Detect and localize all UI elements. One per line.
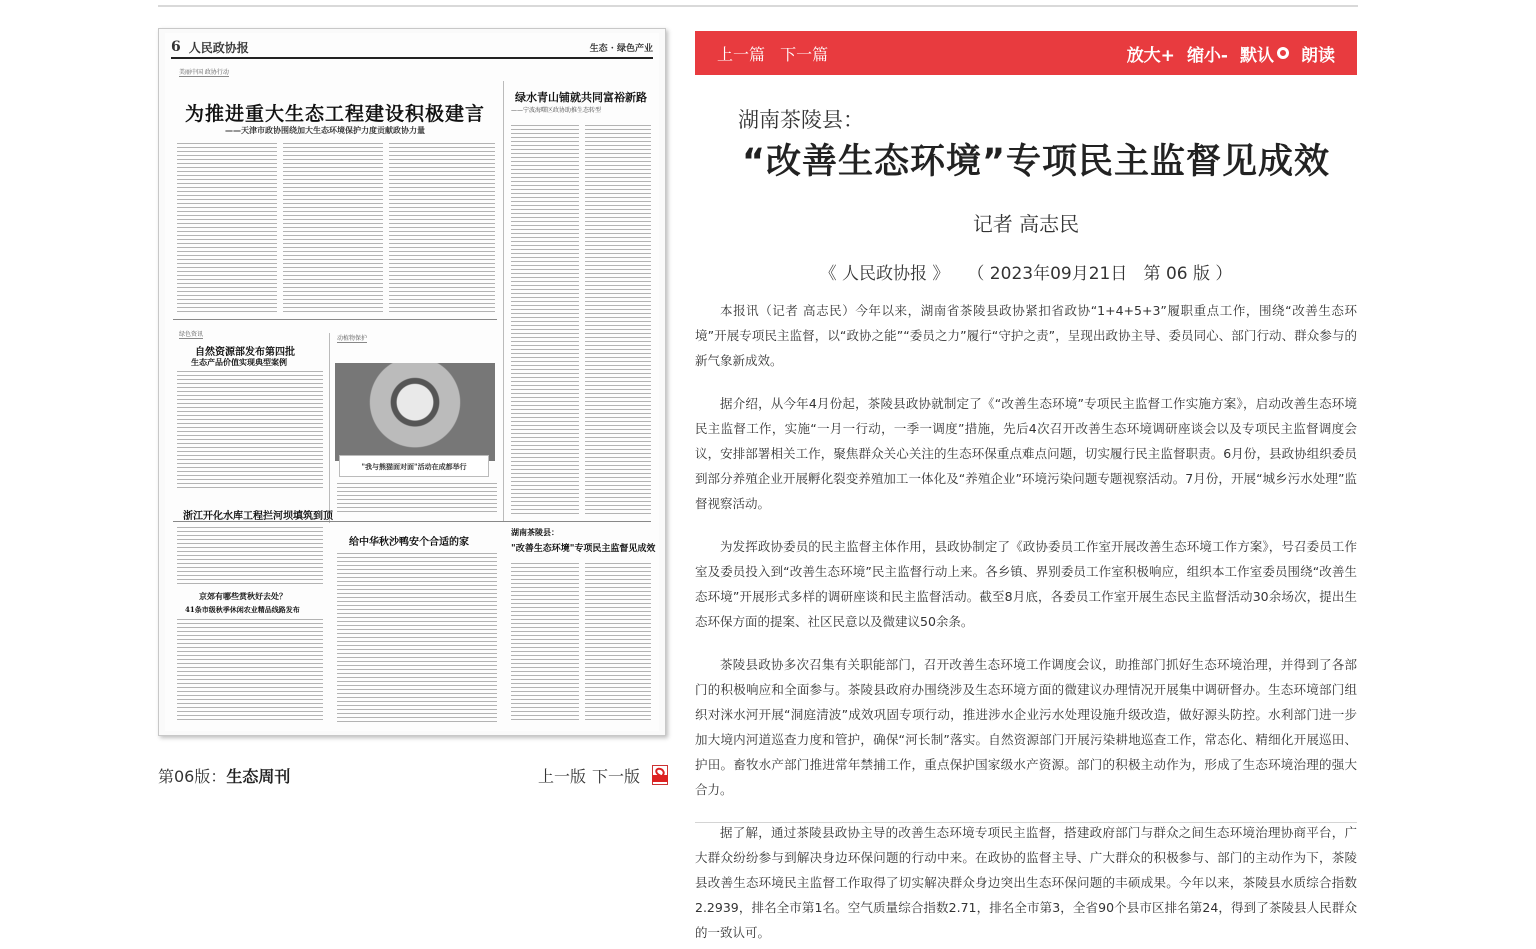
paper-text-block xyxy=(283,143,383,315)
paper-headline-side[interactable]: 绿水青山铺就共同富裕新路 xyxy=(515,91,647,104)
prev-article-link[interactable]: 上一篇 xyxy=(717,44,766,64)
paper-headline-main[interactable]: 为推进重大生态工程建设积极建言 xyxy=(185,103,486,125)
paper-headline-left2b: 生态产品价值实现典型案例 xyxy=(191,357,287,367)
article-paragraph: 据了解，通过茶陵县政协主导的改善生态环境专项民主监督，搭建政府部门与群众之间生态环境治理协商平台，广大群众纷纷参与到解决身边环保问题的行动中来。在政协的监督主导、广大群众的积极参与、部门的主动作为下，茶陵县改善生态环境民主监督工作取得了切实解决群众身边突出生态环保问题的丰硕成果。今年以来，茶陵县水质综合指数2.2939，排名全市第1名。空气质量综合指数2.71，排名全市第3，全省90个县市区排名第24，得到了茶陵县人民群众的一致认可。 xyxy=(695,825,1357,940)
article-author: 记者 高志民 xyxy=(972,212,1080,236)
pdf-icon[interactable] xyxy=(652,765,668,785)
paper-headline-side-sub: ——宁波海曙区政协助推生态转型 xyxy=(511,107,602,114)
zoom-out-button[interactable]: 缩小- xyxy=(1186,45,1228,66)
paper-text-block xyxy=(177,143,277,315)
paper-text-block xyxy=(177,371,323,491)
paper-headline-main-sub: ——天津市政协围绕加大生态环境保护力度贡献政协力量 xyxy=(225,126,425,135)
top-divider xyxy=(158,5,1358,7)
article-title: “改善生态环境”专项民主监督见成效 xyxy=(741,142,1330,182)
ring-icon xyxy=(1277,47,1289,59)
article-source xyxy=(695,259,1357,284)
newspaper-page-image[interactable] xyxy=(158,28,666,736)
edition-bar xyxy=(158,762,668,788)
paper-column-tag: 绿色资讯 xyxy=(179,331,204,338)
paper-headline-mid3[interactable]: 给中华秋沙鸭安个合适的家 xyxy=(349,537,469,548)
article-paragraph: 据介绍，从今年4月份起，茶陵县政协就制定了《“改善生态环境”专项民主监督工作实施方案》，启动改善生态环境民主监督工作，实施“一月一行动，一季一调度”措施，先后4次召开改善生态环境调研座谈会以及专项民主监督调度会议，安排部署相关工作，聚焦群众关心关注的生态环保重点难点问题，切实履行民主监督职责。6月份，县政协组织委员到部分养殖企业开展孵化裂变养殖加工一体化及“养殖企业”环境污染问题专题视察活动。7月份，开展“城乡污水处理”监督视察活动。 xyxy=(695,396,1357,511)
paper-photo-caption: "我与熊猫面对面"活动在成都举行 xyxy=(339,455,489,477)
reset-size-label: 默认 xyxy=(1240,45,1274,66)
paper-column-tag: 美丽中国 政协行动 xyxy=(179,69,229,76)
edition-name-link[interactable]: 生态周刊 xyxy=(226,766,291,786)
article-toolbar xyxy=(695,31,1357,75)
paper-masthead xyxy=(171,37,653,59)
article-pre-title: 湖南茶陵县： xyxy=(738,108,864,132)
paper-section-rule xyxy=(173,319,497,320)
paper-text-block xyxy=(585,563,651,723)
paper-headline-left2[interactable]: 自然资源部发布第四批 xyxy=(195,347,295,358)
article-paragraph: 为发挥政协委员的民主监督主体作用，县政协制定了《政协委员工作室开展改善生态环境工作方案》，号召委员工作室及委员投入到“改善生态环境”民主监督行动上来。各乡镇、界别委员工作室积极响应，组织本工作室委员围绕“改善生态环境”开展形式多样的调研座谈和民主监督活动。截至8月底，各委员工作室开展生态民主监督活动30余场次，提出生态环保方面的提案、社区民意以及微建议50余条。 xyxy=(695,539,1357,629)
paper-headline-right3b[interactable]: "改善生态环境"专项民主监督见成效 xyxy=(511,544,656,554)
paper-column-rule xyxy=(329,333,330,523)
reset-size-button[interactable] xyxy=(1240,41,1289,66)
paper-headline-right3a: 湖南茶陵县： xyxy=(511,527,559,537)
next-article-link[interactable]: 下一篇 xyxy=(780,44,829,64)
paper-text-block xyxy=(337,483,497,515)
paper-headline-left4[interactable]: 京郊有哪些赏秋好去处？ xyxy=(199,591,287,601)
article-bottom-divider xyxy=(695,822,1357,823)
paper-logo: 人民政协报 xyxy=(188,40,249,55)
paper-text-block xyxy=(511,563,579,723)
paper-text-block xyxy=(177,619,323,723)
paper-section-tag: 生态 · 绿色产业 xyxy=(589,43,653,54)
article-paragraph: 本报讯（记者 高志民）今年以来，湖南省茶陵县政协紧扣省政协“1+4+5+3”履职重点工作，围绕“改善生态环境”开展专项民主监督，以“政协之能”“委员之力”履行“守护之责”，呈现出政协主导、委员同心、部门行动、群众参与的新气象新成效。 xyxy=(695,303,1357,368)
read-aloud-button[interactable]: 朗读 xyxy=(1301,45,1335,66)
paper-column-rule xyxy=(503,81,504,521)
zoom-in-button[interactable]: 放大+ xyxy=(1126,45,1175,66)
paper-text-block xyxy=(511,125,579,515)
paper-text-block xyxy=(177,527,323,585)
panda-photo xyxy=(335,363,495,461)
reading-tools xyxy=(1127,41,1335,66)
paper-text-block xyxy=(389,143,495,315)
next-edition-link[interactable]: 下一版 xyxy=(591,766,640,786)
article-paragraph: 茶陵县政协多次召集有关职能部门，召开改善生态环境工作调度会议，助推部门抓好生态环境治理，并得到了各部门的积极响应和全面参与。茶陵县政府办围绕涉及生态环境方面的微建议办理情况开展集中调研督办。生态环境部门组织对洣水河开展“洞庭清波”成效巩固专项行动，推进涉水企业污水处理设施升级改造，做好源头防控。水利部门进一步加大境内河道巡查力度和管护，确保“河长制”落实。自然资源部门开展污染耕地巡查工作，常态化、精细化开展巡田、护田。畜牧水产部门推进常年禁捕工作，重点保护国家级水产资源。部门的积极主动作为，形成了生态环境治理的强大合力。 xyxy=(695,657,1357,797)
edition-prefix: 第06版： xyxy=(158,766,227,786)
edition-pager xyxy=(538,764,668,787)
paper-text-block xyxy=(337,553,497,723)
paper-page-number: 6 xyxy=(171,39,181,55)
article-nav xyxy=(717,42,838,65)
paper-column-tag: 动植物保护 xyxy=(337,335,368,342)
source-date: （ 2023年09月21日 第 06 版 ） xyxy=(967,264,1233,284)
article-body xyxy=(695,298,1357,949)
paper-headline-left4b: 41条市级秋季休闲农业精品线路发布 xyxy=(185,605,300,614)
newspaper-page xyxy=(165,33,659,731)
source-paper-name: 《 人民政协报 》 xyxy=(819,264,950,284)
paper-headline-left3[interactable]: 浙江开化水库工程拦河坝填筑到顶 xyxy=(183,511,333,522)
prev-edition-link[interactable]: 上一版 xyxy=(537,766,586,786)
paper-text-block xyxy=(585,125,651,515)
